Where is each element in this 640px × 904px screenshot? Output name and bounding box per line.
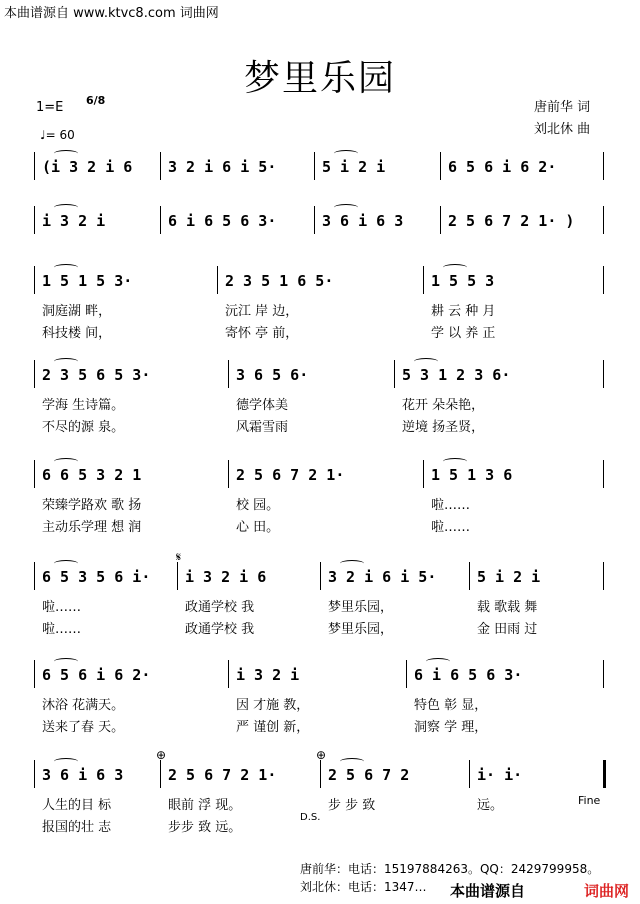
slur-arc [334, 204, 358, 211]
measure: 5 3 1 2 3 6· [402, 366, 511, 384]
bar-line [177, 562, 178, 590]
measure: 6 i 6 5 6 3· [414, 666, 523, 684]
lyric-segment: 心 田。 [236, 520, 280, 535]
slur-arc [334, 150, 358, 157]
slur-arc [54, 264, 78, 271]
song-title: 梦里乐园 [243, 58, 396, 99]
measure: 6 5 6 i 6 2· [42, 666, 151, 684]
lyric-segment: 花开 朵朵艳， [402, 398, 485, 413]
lyric-segment: 啦…… [431, 498, 471, 513]
lyric-segment: 啦…… [42, 622, 82, 637]
measure: 2 5 6 7 2 [328, 766, 410, 784]
notation-line [34, 212, 606, 234]
bar-line [34, 206, 35, 234]
lyric-segment: 梦里乐园， [328, 600, 394, 615]
bar-line [469, 760, 470, 788]
lyric-line-1 [34, 794, 606, 812]
bar-line [440, 206, 441, 234]
measure: i 3 2 i [42, 212, 106, 230]
lyric-segment: 荣臻学路欢 歌 扬 [42, 498, 142, 513]
slur-arc [443, 458, 467, 465]
lyric-segment: 科技楼 间， [42, 326, 112, 341]
lyric-line-2 [34, 416, 606, 434]
measure: 6 6 5 3 2 1 [42, 466, 142, 484]
notation-line [34, 466, 606, 488]
notation-line [34, 766, 606, 788]
bar-line [603, 152, 604, 180]
score-row [34, 568, 606, 637]
lyric-segment: 远。 [477, 798, 504, 813]
lyric-segment: 报国的壮 志 [42, 820, 112, 835]
measure: 3 6 i 6 3 [42, 766, 124, 784]
lyric-segment: 沐浴 花满天。 [42, 698, 125, 713]
measure: 2 3 5 1 6 5· [225, 272, 334, 290]
measure: 2 5 6 7 2 1· [168, 766, 277, 784]
measure: 3 6 5 6· [236, 366, 309, 384]
slur-arc [414, 358, 438, 365]
measure: 5 i 2 i [477, 568, 541, 586]
lyric-segment: 不尽的源 泉。 [42, 420, 125, 435]
lyric-line-2 [34, 716, 606, 734]
bar-line [320, 760, 321, 788]
lyric-segment: 特色 彰 显， [414, 698, 488, 713]
bar-line [217, 266, 218, 294]
bar-line [228, 660, 229, 688]
lyric-segment: 校 园。 [236, 498, 280, 513]
slur-arc [54, 758, 78, 765]
bar-line [34, 460, 35, 488]
bar-line [314, 206, 315, 234]
tempo-marking: ♩= 60 [40, 128, 75, 142]
lyric-segment: 主动乐学理 想 润 [42, 520, 142, 535]
bar-line [314, 152, 315, 180]
slur-arc [54, 358, 78, 365]
lyric-segment: 洞庭湖 畔， [42, 304, 112, 319]
measure: 1 5 5 3 [431, 272, 495, 290]
slur-arc [54, 150, 78, 157]
coda-mark-2: ⊕ [316, 748, 327, 762]
measure: 6 5 3 5 6 i· [42, 568, 151, 586]
score-row [34, 466, 606, 535]
bar-line [160, 206, 161, 234]
slur-arc [426, 658, 450, 665]
measure: (i 3 2 i 6 [42, 158, 133, 176]
measure: 1 5 1 5 3· [42, 272, 133, 290]
segno-mark: 𝄋 [176, 550, 182, 564]
slur-arc [54, 658, 78, 665]
bar-line [160, 760, 161, 788]
slur-arc [340, 758, 364, 765]
bar-line [394, 360, 395, 388]
lyric-segment: 梦里乐园， [328, 622, 394, 637]
lyric-segment: 步步 致 远。 [168, 820, 242, 835]
bar-line [603, 206, 604, 234]
lyric-segment: 学海 生诗篇。 [42, 398, 125, 413]
score-row [34, 212, 606, 272]
slur-arc [54, 204, 78, 211]
measure: 3 2 i 6 i 5· [168, 158, 277, 176]
bar-line [406, 660, 407, 688]
time-signature: 6/8 [86, 94, 106, 107]
slur-arc [340, 560, 364, 567]
lyric-segment: 步 步 致 [328, 798, 376, 813]
lyric-segment: 寄怀 亭 前， [225, 326, 299, 341]
bar-line [34, 562, 35, 590]
score-row [34, 272, 606, 341]
bar-line [320, 562, 321, 590]
ds-mark: D.S. [300, 812, 321, 823]
lyric-segment: 逆境 扬圣贤， [402, 420, 485, 435]
lyric-line-2 [34, 516, 606, 534]
measure: 2 5 6 7 2 1· [236, 466, 345, 484]
measure: 5 i 2 i [322, 158, 386, 176]
lyric-segment: 啦…… [431, 520, 471, 535]
lyric-line-2 [34, 618, 606, 636]
slur-arc [443, 264, 467, 271]
bar-line [228, 460, 229, 488]
slur-arc [54, 458, 78, 465]
lyric-segment: 政通学校 我 [185, 622, 255, 637]
measure: 3 2 i 6 i 5· [328, 568, 437, 586]
lyric-line-1 [34, 300, 606, 318]
footer-contact-2: 刘北休：电话：1347… [300, 880, 427, 894]
measure: 2 3 5 6 5 3· [42, 366, 151, 384]
lyric-line-1 [34, 394, 606, 412]
lyric-line-1 [34, 494, 606, 512]
measure: i 3 2 i [236, 666, 300, 684]
lyric-segment: 沅江 岸 边， [225, 304, 299, 319]
lyric-segment: 德学体美 [236, 398, 289, 413]
bar-line [603, 460, 604, 488]
key-signature: 1=E [36, 100, 64, 115]
site-header: 本曲谱源自 www.ktvc8.com 词曲网 [4, 6, 219, 21]
bar-line [440, 152, 441, 180]
bar-line [603, 360, 604, 388]
lyric-line-2 [34, 322, 606, 340]
notation-line [34, 568, 606, 590]
lyric-segment: 金 田雨 过 [477, 622, 538, 637]
measure: 1 5 1 3 6 [431, 466, 513, 484]
bar-line [603, 266, 604, 294]
bar-line [34, 660, 35, 688]
score-row [34, 366, 606, 435]
notation-line [34, 158, 606, 180]
lyric-segment: 人生的目 标 [42, 798, 112, 813]
bar-line [34, 266, 35, 294]
lyric-line-1 [34, 694, 606, 712]
bar-line [34, 360, 35, 388]
bar-line [603, 562, 604, 590]
lyric-segment: 政通学校 我 [185, 600, 255, 615]
footer-brand: 本曲谱源自 [450, 882, 526, 900]
slur-arc [54, 560, 78, 567]
lyric-segment: 啦…… [42, 600, 82, 615]
measure: 6 i 6 5 6 3· [168, 212, 277, 230]
notation-line [34, 366, 606, 388]
composer-credit: 刘北休 曲 [534, 122, 591, 137]
bar-line [34, 152, 35, 180]
lyric-segment: 送来了春 天。 [42, 720, 125, 735]
bar-line [603, 760, 606, 788]
bar-line [160, 152, 161, 180]
lyric-segment: 耕 云 种 月 [431, 304, 496, 319]
lyric-segment: 载 歌载 舞 [477, 600, 538, 615]
lyric-segment: 严 谨创 新， [236, 720, 310, 735]
measure: 6 5 6 i 6 2· [448, 158, 557, 176]
measure: 2 5 6 7 2 1· ) [448, 212, 575, 230]
score-row [34, 666, 606, 735]
footer-contact-1: 唐前华：电话：15197884263。QQ：2429799958。 [300, 862, 600, 876]
bar-line [603, 660, 604, 688]
measure: 3 6 i 6 3 [322, 212, 404, 230]
notation-line [34, 666, 606, 688]
lyric-segment: 眼前 浮 现。 [168, 798, 242, 813]
measure: i 3 2 i 6 [185, 568, 267, 586]
lyric-segment: 因 才施 教， [236, 698, 310, 713]
lyric-segment: 洞察 学 理， [414, 720, 488, 735]
fine-mark: Fine [578, 794, 601, 807]
lyric-segment: 学 以 养 正 [431, 326, 496, 341]
coda-mark-1: ⊕ [156, 748, 167, 762]
bar-line [469, 562, 470, 590]
lyric-segment: 风霜雪雨 [236, 420, 289, 435]
footer-brand-2: 词曲网 [584, 882, 630, 900]
bar-line [34, 760, 35, 788]
lyricist-credit: 唐前华 词 [534, 100, 591, 115]
lyric-line-1 [34, 596, 606, 614]
bar-line [423, 266, 424, 294]
bar-line [423, 460, 424, 488]
score-row [34, 158, 606, 218]
measure: i· i· [477, 766, 523, 784]
notation-line [34, 272, 606, 294]
bar-line [228, 360, 229, 388]
